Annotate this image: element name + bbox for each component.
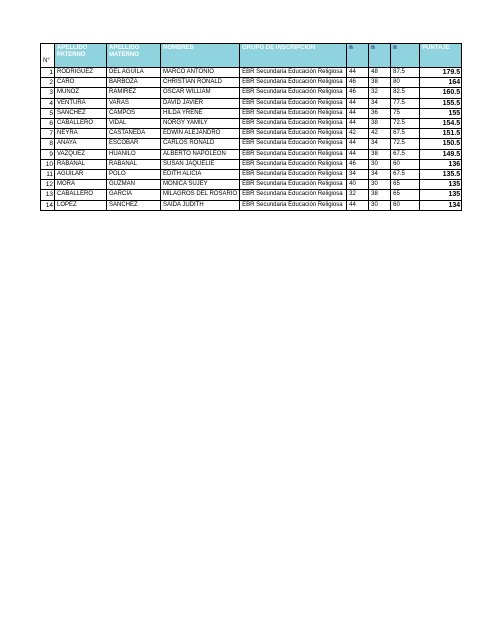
col-header-nombres: NOMBRES xyxy=(161,44,240,68)
cell-grupo: EBR Secundaria Educación Religiosa xyxy=(240,139,347,149)
table-row xyxy=(41,78,462,88)
cell-grupo: EBR Secundaria Educación Religiosa xyxy=(240,149,347,159)
cell-apellido-materno: CAMPOS xyxy=(107,108,161,118)
cell-score-2: 34 xyxy=(369,98,391,108)
row-number: 11 xyxy=(41,170,55,180)
cell-score-1: 44 xyxy=(347,98,369,108)
cell-score-2: 30 xyxy=(369,159,391,169)
cell-apellido-paterno: LOPEZ xyxy=(55,200,107,210)
cell-score-1: 46 xyxy=(347,88,369,98)
cell-score-3: 72.5 xyxy=(391,139,420,149)
row-number: 9 xyxy=(41,149,55,159)
cell-grupo: EBR Secundaria Educación Religiosa xyxy=(240,190,347,200)
cell-puntaje: 135 xyxy=(420,180,462,190)
cell-apellido-paterno: VAZQUEZ xyxy=(55,149,107,159)
col-header-grupo: GRUPO DE INSCRIPCIÓN xyxy=(240,44,347,68)
cell-apellido-paterno: MUÑOZ xyxy=(55,88,107,98)
cell-puntaje: 135 xyxy=(420,190,462,200)
cell-apellido-paterno: CABALLERO xyxy=(55,119,107,129)
cell-grupo: EBR Secundaria Educación Religiosa xyxy=(240,68,347,78)
cell-apellido-materno: VARAS xyxy=(107,98,161,108)
cell-puntaje: 135.5 xyxy=(420,170,462,180)
cell-score-2: 30 xyxy=(369,180,391,190)
cell-score-1: 34 xyxy=(347,170,369,180)
cell-score-1: 44 xyxy=(347,149,369,159)
cell-nombres: NORGY YAMILY xyxy=(161,119,240,129)
cell-nombres: DAVID JAVIER xyxy=(161,98,240,108)
row-number: 12 xyxy=(41,180,55,190)
cell-nombres: EDITH ALICIA xyxy=(161,170,240,180)
table-row xyxy=(41,139,462,149)
col-header-apellido-paterno: APELLIDO PATERNO xyxy=(55,44,107,68)
cell-apellido-paterno: RABANAL xyxy=(55,159,107,169)
cell-score-3: 75 xyxy=(391,108,420,118)
cell-grupo: EBR Secundaria Educación Religiosa xyxy=(240,98,347,108)
cell-grupo: EBR Secundaria Educación Religiosa xyxy=(240,170,347,180)
cell-apellido-paterno: CARO xyxy=(55,78,107,88)
cell-score-3: 65 xyxy=(391,190,420,200)
cell-score-3: 67.5 xyxy=(391,149,420,159)
row-number: 10 xyxy=(41,159,55,169)
table-row xyxy=(41,170,462,180)
cell-puntaje: 179.5 xyxy=(420,68,462,78)
header-row xyxy=(41,44,462,68)
cell-nombres: MARCO ANTONIO xyxy=(161,68,240,78)
cell-score-2: 38 xyxy=(369,149,391,159)
col-header-score-3 xyxy=(391,44,420,68)
col-header-score-1 xyxy=(347,44,369,68)
cell-apellido-paterno: AGUILAR xyxy=(55,170,107,180)
cell-apellido-materno: VIDAL xyxy=(107,119,161,129)
results-table xyxy=(40,43,462,211)
cell-apellido-materno: RABANAL xyxy=(107,159,161,169)
cell-score-3: 72.5 xyxy=(391,119,420,129)
row-number: 1 xyxy=(41,68,55,78)
cell-score-1: 44 xyxy=(347,108,369,118)
cell-puntaje: 155 xyxy=(420,108,462,118)
col-header-num: N° xyxy=(41,44,55,68)
row-number: 14 xyxy=(41,200,55,210)
score-2-mark: n xyxy=(371,45,375,51)
cell-apellido-paterno: VENTURA xyxy=(55,98,107,108)
cell-puntaje: 154.5 xyxy=(420,119,462,129)
cell-puntaje: 164 xyxy=(420,78,462,88)
cell-puntaje: 134 xyxy=(420,200,462,210)
cell-score-2: 42 xyxy=(369,129,391,139)
cell-nombres: HILDA YRENE xyxy=(161,108,240,118)
cell-nombres: CHRISTIAN RONALD xyxy=(161,78,240,88)
cell-nombres: SUSAN JAQUELIE xyxy=(161,159,240,169)
cell-score-3: 82.5 xyxy=(391,88,420,98)
cell-apellido-materno: ESCOBAR xyxy=(107,139,161,149)
row-number: 7 xyxy=(41,129,55,139)
table-row xyxy=(41,159,462,169)
cell-puntaje: 155.5 xyxy=(420,98,462,108)
cell-score-2: 30 xyxy=(369,200,391,210)
cell-score-2: 32 xyxy=(369,88,391,98)
cell-score-3: 87.5 xyxy=(391,68,420,78)
cell-score-3: 80 xyxy=(391,78,420,88)
results-sheet xyxy=(40,43,462,211)
score-3-mark: n xyxy=(393,45,397,51)
table-row xyxy=(41,108,462,118)
cell-puntaje: 149.5 xyxy=(420,149,462,159)
row-number: 13 xyxy=(41,190,55,200)
row-number: 3 xyxy=(41,88,55,98)
cell-apellido-materno: DEL AGUILA xyxy=(107,68,161,78)
row-number: 6 xyxy=(41,119,55,129)
cell-score-2: 38 xyxy=(369,119,391,129)
row-number: 4 xyxy=(41,98,55,108)
cell-score-3: 60 xyxy=(391,200,420,210)
cell-score-1: 44 xyxy=(347,68,369,78)
cell-nombres: MONICA SUJEY xyxy=(161,180,240,190)
cell-nombres: OSCAR WILLIAM xyxy=(161,88,240,98)
cell-apellido-paterno: ANAYA xyxy=(55,139,107,149)
table-row xyxy=(41,200,462,210)
score-1-mark: n xyxy=(349,45,353,51)
cell-score-1: 40 xyxy=(347,180,369,190)
cell-score-3: 67.5 xyxy=(391,170,420,180)
cell-score-2: 36 xyxy=(369,108,391,118)
table-row xyxy=(41,98,462,108)
table-row xyxy=(41,149,462,159)
cell-grupo: EBR Secundaria Educación Religiosa xyxy=(240,78,347,88)
cell-apellido-materno: BARBOZA xyxy=(107,78,161,88)
cell-score-2: 38 xyxy=(369,78,391,88)
cell-nombres: CARLOS RONALD xyxy=(161,139,240,149)
cell-apellido-paterno: SANCHEZ xyxy=(55,108,107,118)
cell-nombres: SAIDA JUDITH xyxy=(161,200,240,210)
cell-score-1: 46 xyxy=(347,78,369,88)
cell-grupo: EBR Secundaria Educación Religiosa xyxy=(240,119,347,129)
col-header-apellido-materno: APELLIDO MATERNO xyxy=(107,44,161,68)
table-row xyxy=(41,68,462,78)
table-row xyxy=(41,190,462,200)
cell-apellido-materno: GARCIA xyxy=(107,190,161,200)
cell-score-3: 77.5 xyxy=(391,98,420,108)
table-row xyxy=(41,129,462,139)
cell-grupo: EBR Secundaria Educación Religiosa xyxy=(240,200,347,210)
cell-apellido-paterno: CABALLERO xyxy=(55,190,107,200)
cell-nombres: ALBERTO NAPOLEON xyxy=(161,149,240,159)
table-row xyxy=(41,180,462,190)
cell-apellido-materno: SANCHEZ xyxy=(107,200,161,210)
cell-grupo: EBR Secundaria Educación Religiosa xyxy=(240,88,347,98)
cell-apellido-materno: CASTAÑEDA xyxy=(107,129,161,139)
row-number: 8 xyxy=(41,139,55,149)
cell-puntaje: 136 xyxy=(420,159,462,169)
cell-grupo: EBR Secundaria Educación Religiosa xyxy=(240,108,347,118)
cell-score-1: 44 xyxy=(347,119,369,129)
cell-apellido-materno: HUANILO xyxy=(107,149,161,159)
cell-apellido-paterno: NEYRA xyxy=(55,129,107,139)
row-number: 5 xyxy=(41,108,55,118)
cell-apellido-materno: POLO xyxy=(107,170,161,180)
table-row xyxy=(41,88,462,98)
cell-score-1: 42 xyxy=(347,129,369,139)
cell-apellido-paterno: RODRIGUEZ xyxy=(55,68,107,78)
cell-apellido-materno: GUZMAN xyxy=(107,180,161,190)
cell-score-2: 34 xyxy=(369,170,391,180)
cell-puntaje: 151.5 xyxy=(420,129,462,139)
cell-grupo: EBR Secundaria Educación Religiosa xyxy=(240,159,347,169)
cell-score-1: 32 xyxy=(347,190,369,200)
cell-score-3: 60 xyxy=(391,159,420,169)
cell-nombres: MILAGROS DEL ROSARIO xyxy=(161,190,240,200)
cell-score-3: 65 xyxy=(391,180,420,190)
cell-grupo: EBR Secundaria Educación Religiosa xyxy=(240,129,347,139)
cell-score-3: 67.5 xyxy=(391,129,420,139)
col-header-puntaje: PUNTAJE xyxy=(420,44,462,68)
table-row xyxy=(41,119,462,129)
cell-puntaje: 160.5 xyxy=(420,88,462,98)
col-header-score-2 xyxy=(369,44,391,68)
cell-grupo: EBR Secundaria Educación Religiosa xyxy=(240,180,347,190)
cell-apellido-paterno: MORA xyxy=(55,180,107,190)
cell-score-2: 34 xyxy=(369,139,391,149)
cell-apellido-materno: RAMIREZ xyxy=(107,88,161,98)
table-body xyxy=(41,68,462,211)
cell-score-1: 46 xyxy=(347,159,369,169)
cell-score-2: 38 xyxy=(369,190,391,200)
cell-score-2: 48 xyxy=(369,68,391,78)
cell-puntaje: 150.5 xyxy=(420,139,462,149)
cell-nombres: EDWIN ALEJANDRO xyxy=(161,129,240,139)
cell-score-1: 44 xyxy=(347,200,369,210)
cell-score-1: 44 xyxy=(347,139,369,149)
row-number: 2 xyxy=(41,78,55,88)
